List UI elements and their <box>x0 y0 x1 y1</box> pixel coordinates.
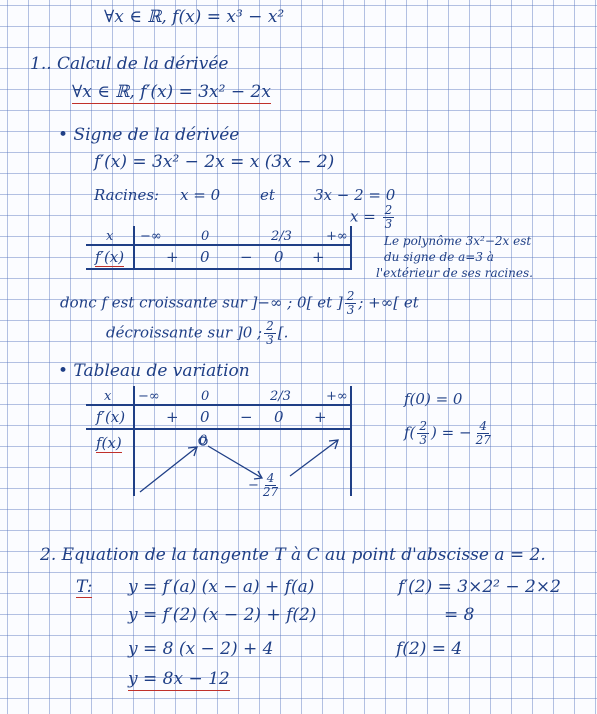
sign-table-row-label: f′(x) <box>95 248 125 266</box>
conclusion-increasing: donc f est croissante sur ]−∞ ; 0[ et ] $\frac{2}{3}$ ; +∞[ et <box>60 289 419 317</box>
section-2-title: 2. Equation de la tangente T à C au point d'abscisse a = 2. <box>40 545 546 565</box>
fraction-2-3-a: $\frac{2}{3}$ <box>346 289 355 317</box>
variation-title: • Tableau de variation <box>58 361 250 381</box>
fraction-2-3-c: $\frac{2}{3}$ <box>419 419 428 447</box>
variation-sign-plus-left: + <box>166 408 179 426</box>
variation-sign-zero-0: 0 <box>200 408 210 426</box>
variation-sign-minus: − <box>240 408 253 426</box>
tangent-eq-line-4: y = 8x − 12 <box>128 669 230 689</box>
sign-minus-middle: − <box>240 248 253 266</box>
variation-x-minus-inf: −∞ <box>138 389 160 404</box>
note-line-3: l'extérieur de ses racines. <box>376 266 533 280</box>
sign-plus-right: + <box>312 248 325 266</box>
max-point-marker <box>199 437 207 445</box>
tangent-eq-line-3: y = 8 (x − 2) + 4 <box>128 639 274 659</box>
calc-f-at-2: f(2) = 4 <box>396 639 463 659</box>
tangent-eq-line-2: y = f′(2) (x − 2) + f(2) <box>128 605 317 625</box>
variation-x-label: x <box>104 389 112 404</box>
section-1-title: 1.. Calcul de la dérivée <box>30 54 229 74</box>
calc-deriv-at-2: f′(2) = 3×2² − 2×2 <box>398 577 561 597</box>
root-2-solution: x = $\frac{2}{3}$ <box>350 203 393 231</box>
note-line-1: Le polynôme 3x²−2x est <box>384 234 532 248</box>
derivative-formula-text: ∀x ∈ ℝ, f′(x) = 3x² − 2x <box>72 82 271 102</box>
variation-func-label: f(x) <box>96 434 122 452</box>
arrow-up-right <box>290 440 338 476</box>
variation-max-value: 0 <box>199 433 208 448</box>
sign-table-x-minus-inf: −∞ <box>140 229 162 244</box>
fraction-2-3: $\frac{2}{3}$ <box>384 203 393 231</box>
roots-and: et <box>260 186 275 204</box>
variation-sign-zero-2-3: 0 <box>274 408 284 426</box>
sign-zero-at-0: 0 <box>200 248 210 266</box>
sign-zero-at-two-thirds: 0 <box>274 248 284 266</box>
variation-sign-plus-right: + <box>314 408 327 426</box>
root-2-equation: 3x − 2 = 0 <box>314 186 396 204</box>
arrow-up-left <box>140 447 197 492</box>
sign-table-x-label: x <box>106 229 114 244</box>
f-of-two-thirds: f( $\frac{2}{3}$ ) = − $\frac{4}{27}$ <box>404 419 491 447</box>
tangent-label: T: <box>76 577 93 597</box>
variation-deriv-label: f′(x) <box>96 408 126 426</box>
tangent-eq-line-1: y = f′(a) (x − a) + f(a) <box>128 577 315 597</box>
variation-x-zero: 0 <box>201 389 210 404</box>
fraction-2-3-b: $\frac{2}{3}$ <box>266 319 274 347</box>
calc-deriv-result: = 8 <box>444 605 475 625</box>
variation-min-value: − $\frac{4}{27}$ <box>248 471 279 499</box>
sign-table-x-plus-inf: +∞ <box>326 229 348 244</box>
note-line-2: du signe de a=3 à <box>384 250 494 264</box>
sign-table-x-zero: 0 <box>201 229 210 244</box>
sign-table-x-two-thirds: 2/3 <box>271 229 292 244</box>
roots-label: Racines: <box>94 186 160 204</box>
variation-x-plus-inf: +∞ <box>326 389 348 404</box>
fraction-4-27-b: $\frac{4}{27}$ <box>475 419 491 447</box>
derivative-factorization: f′(x) = 3x² − 2x = x (3x − 2) <box>94 152 335 172</box>
variation-x-two-thirds: 2/3 <box>270 389 291 404</box>
function-definition: ∀x ∈ ℝ, f(x) = x³ − x² <box>104 7 285 27</box>
root-1: x = 0 <box>180 186 221 204</box>
conclusion-decreasing: décroissante sur ]0 ; $\frac{2}{3}$ [. <box>106 319 289 347</box>
sign-section-title: • Signe de la dérivée <box>58 125 240 145</box>
fraction-4-27: $\frac{4}{27}$ <box>262 471 279 499</box>
f-of-zero: f(0) = 0 <box>404 390 463 408</box>
sign-plus-left: + <box>166 248 179 266</box>
arrow-down-middle <box>208 446 262 478</box>
